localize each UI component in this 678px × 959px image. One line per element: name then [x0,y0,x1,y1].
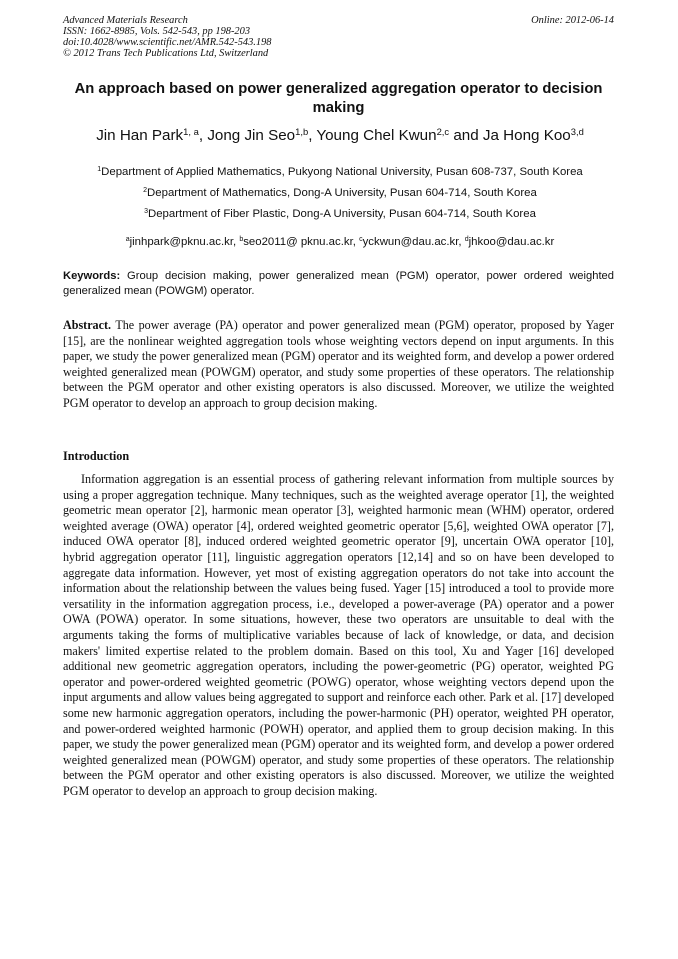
author-name: Jin Han Park [96,127,184,144]
section-heading: Introduction [63,449,130,463]
abstract-label: Abstract. [63,318,112,332]
abstract-text: The power average (PA) operator and power generalized mean (PGM) operator, proposed by Yager [15], are the nonlinear weighted aggregation tools whose weighting vectors depend on input arguments. In this paper, we study the power generalized mean (PGM) operator and its weighted form, and develop a power ordered weighted generalized mean (POWGM) operator, and study some properties of these operators. The relationship between the PGM operator and other existing operators is also discussed. Moreover, we utilize the weighted PGM operator to develop an approach to group decision making. [63,318,614,410]
issn-line: ISSN: 1662-8985, Vols. 542-543, pp 198-203 [63,26,251,37]
keywords-text: Group decision making, power generalized mean (PGM) operator, power ordered weighted generalized mean (POWGM) operator. [63,270,614,297]
affiliation-2: $^2$Department of Mathematics, Dong-A University, Pusan 604-714, South Korea [143,187,537,199]
email-link[interactable]: jinhpark@pknu.ac.kr, [129,236,240,248]
journal-name: Advanced Materials Research [63,15,188,26]
author-affiliation-mark: 3,d [570,125,584,137]
email-link[interactable]: yckwun@dau.ac.kr, [362,236,465,248]
doi-line: doi:10.4028/www.scientific.net/AMR.542-543.198 [63,37,272,48]
author-name: Jong Jin Seo [207,127,296,144]
author-affiliation-mark: 2,c [436,125,450,137]
affiliation-1: $^1$Department of Applied Mathematics, Pukyong National University, Pusan 608-737, South Korea [97,166,583,178]
email-list: $^a$jinhpark@pknu.ac.kr, $^b$seo2011@ pknu.ac.kr, $^c$yckwun@dau.ac.kr, $^d$jhkoo@dau.ac.kr [125,236,555,248]
keywords [63,269,614,299]
paper-title: An approach based on power generalized aggregation operator to decision making [74,81,603,116]
affiliation-3: $^3$Department of Fiber Plastic, Dong-A University, Pusan 604-714, South Korea [144,208,536,220]
author [483,127,584,144]
introduction-paragraph: Information aggregation is an essential process of gathering relevant information from multiple sources by using a proper aggregation technique. Many techniques, such as the weighted average operator [1], the weighted geometric mean operator [2], harmonic mean operator [3], weighted harmonic mean (WHM) operator, ordered weighted average (OWA) operator [4], ordered weighted geometric operator [5,6], weighted OWA operator [7], induced OWA operator [8], induced ordered weighted geometric operator [9], uncertain OWA operator [10], hybrid aggregation operator [11], linguistic aggregation operators [12,14] and so on have been developed to aggregate data information. However, yet most of existing aggregation operators do not take into account the information about the relationship between the values being fused. Yager [15] introduced a tool to provide more versatility in the information aggregation process, i.e., developed a power-average (PA) operator and a power OWA (POWA) operator. In some situations, however, these two operators are unsuitable to deal with the arguments taking the forms of multiplicative variables because of lack of knowledge, or data, and decision makers' limited expertise related to the problem domain. Based on this tool, Xu and Yager [16] developed additional new geometric aggregation operators, including the power-geometric (PG) operator, weighted PG operator and power-ordered weighted geometric (POWG) operator, whose weighting vectors depend upon the input arguments and allow values being aggregated to support and reinforce each other. Park et al. [17] developed some new harmonic aggregation operators, including the power-harmonic (PH) operator, weighted PH operator, and power-ordered weighted harmonic (POWH) operator, and applied them to group decision making. In this paper, we study the power generalized mean (PGM) operator and its weighted form, and develop a power ordered weighted generalized mean (POWGM) operator, and study some properties of these operators. The relationship between the PGM operator and other existing operators is also discussed. Moreover, we utilize the weighted PGM operator to develop an approach to group decision making. [63,472,614,798]
copyright-line: © 2012 Trans Tech Publications Ltd, Switzerland [63,48,269,59]
author-name: Ja Hong Koo [482,127,571,144]
author-name: Young Chel Kwun [316,127,437,144]
author-affiliation-mark: 1,b [295,125,309,137]
email-link[interactable]: jhkoo@dau.ac.kr [468,236,555,248]
online-date: Online: 2012-06-14 [531,15,614,26]
author-list [40,126,640,146]
author: Jong Jin Seo$^{1,b}$, [207,125,317,144]
journal-header [63,15,483,59]
author-affiliation-mark: 1, a [183,125,199,137]
author: Young Chel Kwun$^{2,c}$ and [316,125,483,144]
author: Jin Han Park$^{1, a}$, [96,125,208,144]
keywords-label: Keywords: [63,270,121,282]
email-link[interactable]: seo2011@ pknu.ac.kr, [243,236,360,248]
abstract [63,318,614,412]
